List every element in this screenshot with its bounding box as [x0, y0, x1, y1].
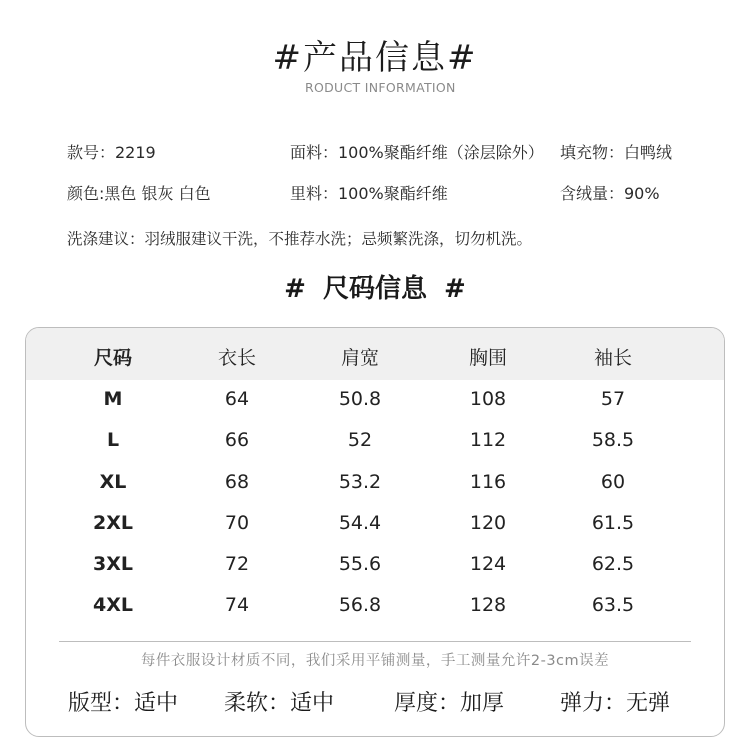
size-label-cell: 3XL [93, 553, 133, 575]
feature-thickness: 厚度：加厚 [394, 691, 505, 716]
header-shoulder: 肩宽 [340, 347, 379, 369]
table-cell: 70 [224, 512, 250, 534]
size-label-cell: 2XL [93, 512, 133, 534]
table-cell: 54.4 [338, 512, 382, 534]
table-cell: 66 [224, 429, 250, 451]
page-title: #产品信息# [272, 38, 478, 78]
table-cell: 53.2 [338, 471, 382, 493]
table-cell: 124 [469, 553, 507, 575]
feature-softness: 柔软：适中 [224, 691, 335, 716]
table-cell: 128 [469, 594, 507, 616]
table-cell: 72 [224, 553, 250, 575]
size-label-cell: 4XL [93, 594, 133, 616]
table-cell: 120 [469, 512, 507, 534]
size-label-cell: L [106, 429, 120, 451]
table-cell: 57 [600, 388, 626, 410]
style-number: 款号：2219 [67, 143, 156, 162]
table-cell: 50.8 [338, 388, 382, 410]
table-cell: 63.5 [591, 594, 635, 616]
measurement-note: 每件衣服设计材质不同，我们采用平铺测量，手工测量允许2-3cm误差 [140, 653, 610, 669]
size-chart-panel [25, 327, 725, 737]
table-cell: 108 [469, 388, 507, 410]
table-cell: 116 [469, 471, 507, 493]
table-cell: 74 [224, 594, 250, 616]
down-content-info: 含绒量：90% [560, 184, 660, 203]
filling-info: 填充物：白鸭绒 [560, 143, 673, 162]
size-section-title: # 尺码信息 # [284, 274, 466, 304]
header-length: 衣长 [217, 347, 256, 369]
table-cell: 58.5 [591, 429, 635, 451]
washing-advice: 洗涤建议：羽绒服建议干洗，不推荐水洗；忌频繁洗涤，切勿机洗。 [67, 230, 533, 248]
header-size: 尺码 [93, 347, 132, 369]
header-chest: 胸围 [468, 347, 507, 369]
table-cell: 56.8 [338, 594, 382, 616]
page-subtitle: RODUCT INFORMATION [305, 80, 456, 95]
table-cell: 52 [347, 429, 373, 451]
lining-info: 里料：100%聚酯纤维 [290, 184, 448, 203]
feature-elasticity: 弹力：无弹 [560, 691, 671, 716]
size-label-cell: M [103, 388, 123, 410]
size-label-cell: XL [99, 471, 127, 493]
feature-fit: 版型：适中 [68, 691, 179, 716]
table-cell: 60 [600, 471, 626, 493]
table-cell: 68 [224, 471, 250, 493]
table-cell: 64 [224, 388, 250, 410]
table-cell: 112 [469, 429, 507, 451]
table-cell: 55.6 [338, 553, 382, 575]
fabric-info: 面料：100%聚酯纤维（涂层除外） [290, 143, 544, 162]
table-cell: 62.5 [591, 553, 635, 575]
colors-info: 颜色:黑色 银灰 白色 [67, 184, 211, 203]
table-header-row [26, 328, 724, 380]
table-divider [59, 641, 691, 642]
header-sleeve: 袖长 [593, 347, 632, 369]
table-cell: 61.5 [591, 512, 635, 534]
